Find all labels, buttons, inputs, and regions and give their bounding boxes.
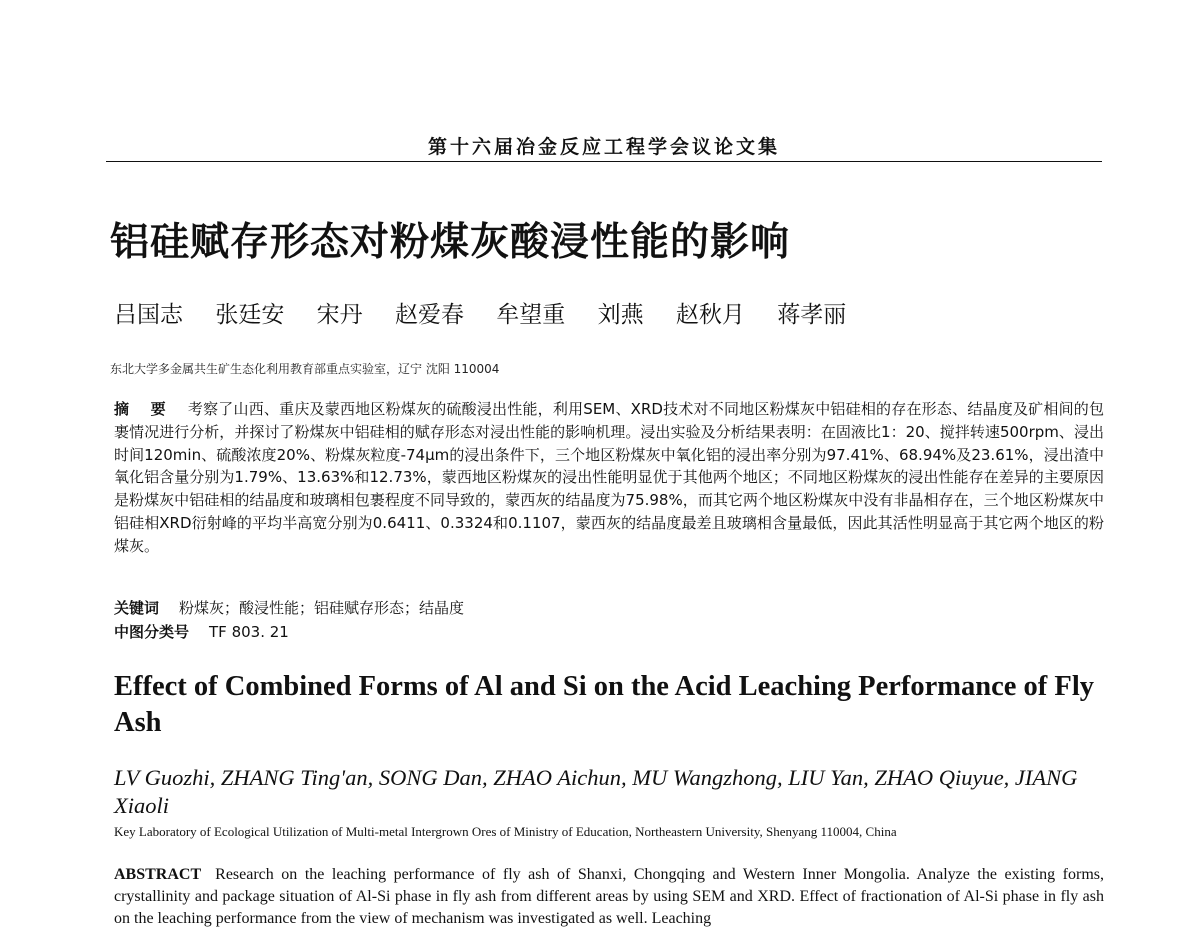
cn-author: 牟望重 (496, 302, 566, 328)
cn-keywords-label: 关键词 (114, 599, 160, 617)
en-affiliation: Key Laboratory of Ecological Utilization of Multi-metal Intergrown Ores of Ministry of Education, Northeastern University, Shenyang 110004, China (114, 824, 897, 839)
cn-authors (114, 297, 846, 333)
cn-author: 张廷安 (215, 302, 285, 328)
cn-author: 蒋孝丽 (777, 302, 847, 328)
en-title: Effect of Combined Forms of Al and Si on the Acid Leaching Performance of Fly Ash (114, 671, 1094, 738)
cn-title: 铝硅赋存形态对粉煤灰酸浸性能的影响 (110, 220, 791, 265)
cn-classification (114, 621, 289, 643)
cn-author: 宋丹 (316, 302, 363, 328)
cn-abstract-text: 考察了山西、重庆及蒙西地区粉煤灰的硫酸浸出性能，利用SEM、XRD技术对不同地区粉煤灰中铝硅相的存在形态、结晶度及矿相间的包裹情况进行分析，并探讨了粉煤灰中铝硅相的赋存形态对浸出性能的影响机理。浸出实验及分析结果表明：在固液比1：20、搅拌转速500rpm、浸出时间120min、硫酸浓度20%、粉煤灰粒度-74μm的浸出条件下，三个地区粉煤灰中氧化铝的浸出率分别为97.41%、68.94%及23.61%，浸出渣中氧化铝含量分别为1.79%、13.63%和12.73%，蒙西地区粉煤灰的浸出性能明显优于其他两个地区；不同地区粉煤灰的浸出性能存在差异的主要原因是粉煤灰中铝硅相的结晶度和玻璃相包裹程度不同导致的，蒙西灰的结晶度为75.98%，而其它两个地区粉煤灰中没有非晶相存在，三个地区粉煤灰中铝硅相XRD衍射峰的平均半高宽分别为0.6411、0.3324和0.1107，蒙西灰的结晶度最差且玻璃相含量最低，因此其活性明显高于其它两个地区的粉煤灰。 (114, 400, 1104, 555)
cn-classification-value: TF 803. 21 (209, 623, 289, 641)
cn-abstract (114, 398, 1104, 558)
header-rule (106, 161, 1102, 162)
cn-author: 吕国志 (114, 302, 183, 328)
cn-affiliation: 东北大学多金属共生矿生态化利用教育部重点实验室，辽宁 沈阳 110004 (110, 362, 500, 376)
cn-author: 赵秋月 (675, 302, 745, 328)
cn-classification-label: 中图分类号 (114, 623, 190, 641)
cn-author: 刘燕 (597, 302, 644, 328)
cn-keywords-text: 粉煤灰；酸浸性能；铝硅赋存形态；结晶度 (179, 599, 465, 617)
en-abstract (114, 864, 1104, 930)
cn-author: 赵爱春 (394, 302, 464, 328)
en-authors: LV Guozhi, ZHANG Ting'an, SONG Dan, ZHAO Aichun, MU Wangzhong, LIU Yan, ZHAO Qiuyue, JIANG Xiaoli (114, 765, 1078, 818)
cn-abstract-label: 摘 要 (114, 400, 174, 418)
running-head: 第十六届冶金反应工程学会议论文集 (427, 136, 780, 158)
en-abstract-label: ABSTRACT (114, 866, 202, 883)
en-abstract-text: Research on the leaching performance of fly ash of Shanxi, Chongqing and Western Inner Mongolia. Analyze the existing forms, crystallinity and package situation of Al-Si phase in fly ash from different areas by using SEM and XRD. Effect of fractionation of Al-Si phase in fly ash on the leaching performance from the view of mechanism was investigated as well. Leaching (114, 866, 1104, 927)
cn-keywords (114, 597, 464, 619)
